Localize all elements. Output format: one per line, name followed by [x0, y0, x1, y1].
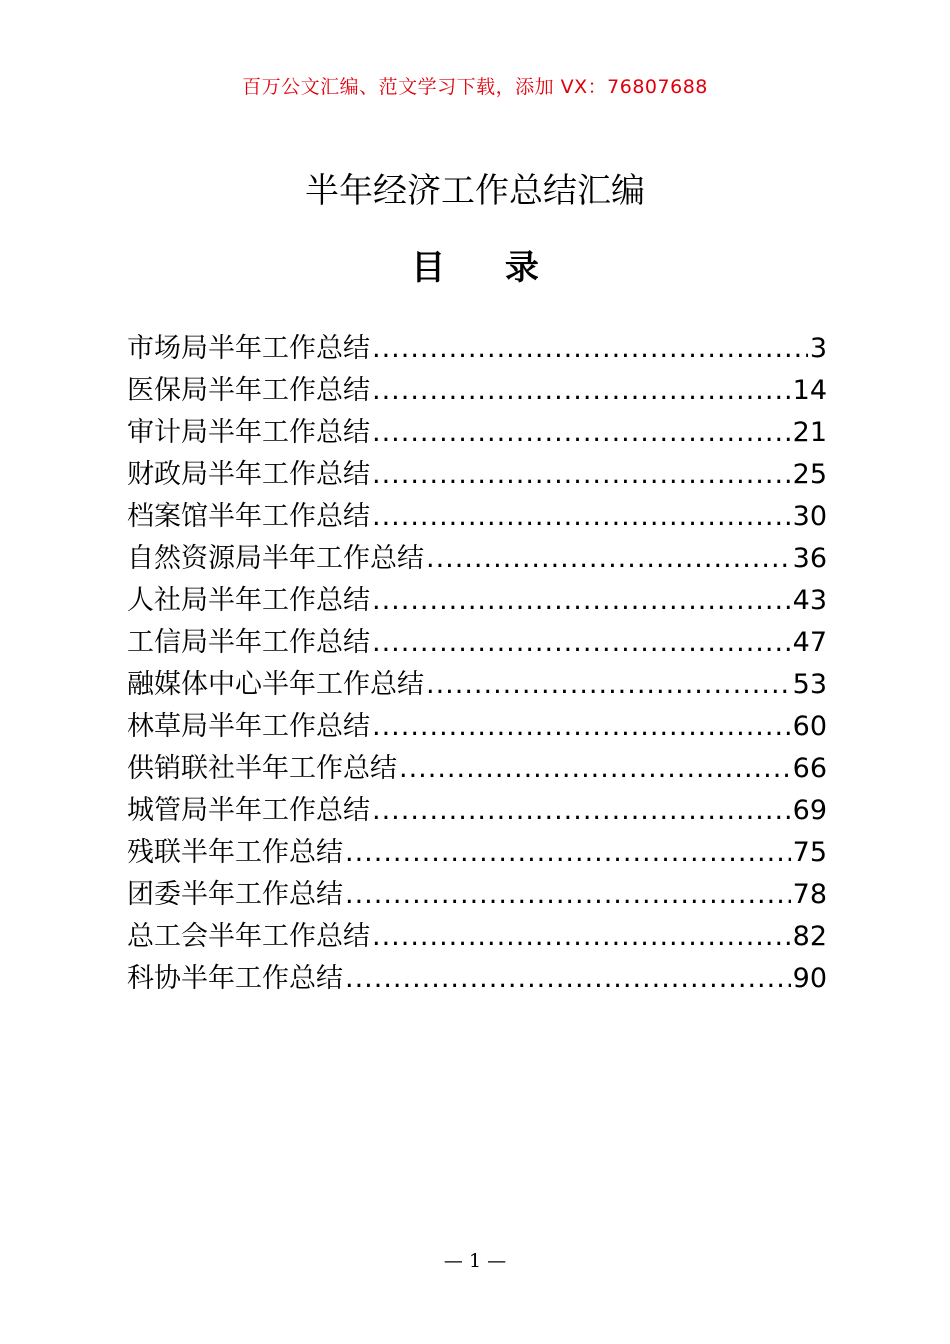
toc-leader-dots	[372, 412, 791, 454]
toc-leader-dots	[372, 916, 791, 958]
toc-entry[interactable]	[127, 496, 827, 538]
toc-entry-label: 市场局半年工作总结	[127, 333, 370, 364]
toc-entry-page: 25	[792, 459, 827, 490]
toc-heading-char-2: 录	[504, 248, 539, 288]
toc-entry[interactable]	[127, 916, 827, 958]
toc-leader-dots	[372, 706, 791, 748]
toc-entry-page: 90	[792, 963, 827, 994]
toc-heading-char-1: 目	[411, 248, 446, 288]
toc-leader-dots	[345, 874, 791, 916]
toc-entry-page: 69	[792, 795, 827, 826]
toc-entry[interactable]	[127, 664, 827, 706]
toc-entry-page: 75	[792, 837, 827, 868]
toc-entry[interactable]	[127, 328, 827, 370]
toc-entry-page: 14	[792, 375, 827, 406]
toc-entry[interactable]	[127, 580, 827, 622]
toc-entry[interactable]	[127, 622, 827, 664]
toc-entry-page: 3	[809, 333, 827, 364]
document-title: 半年经济工作总结汇编	[305, 171, 645, 211]
toc-leader-dots	[426, 538, 791, 580]
toc-entry-page: 21	[792, 417, 827, 448]
toc-entry-label: 林草局半年工作总结	[127, 711, 370, 742]
toc-entry-page: 36	[792, 543, 827, 574]
toc-entry-label: 财政局半年工作总结	[127, 459, 370, 490]
toc-entry-page: 66	[792, 753, 827, 784]
toc-leader-dots	[372, 496, 791, 538]
toc-entry-label: 档案馆半年工作总结	[127, 501, 370, 532]
toc-leader-dots	[345, 958, 791, 1000]
toc-leader-dots	[372, 790, 791, 832]
toc-entry-page: 53	[792, 669, 827, 700]
toc-entry-label: 科协半年工作总结	[127, 963, 343, 994]
toc-entry[interactable]	[127, 412, 827, 454]
toc-entry[interactable]	[127, 748, 827, 790]
toc-entry[interactable]	[127, 706, 827, 748]
toc-entry-label: 团委半年工作总结	[127, 879, 343, 910]
toc-entry[interactable]	[127, 790, 827, 832]
toc-entry-label: 医保局半年工作总结	[127, 375, 370, 406]
toc-leader-dots	[372, 622, 791, 664]
toc-entry-label: 自然资源局半年工作总结	[127, 543, 424, 574]
toc-entry-page: 30	[792, 501, 827, 532]
toc-entry-page: 82	[792, 921, 827, 952]
header-note: 百万公文汇编、范文学习下载，添加 VX：76807688	[242, 76, 708, 98]
toc-entry-label: 融媒体中心半年工作总结	[127, 669, 424, 700]
toc-leader-dots	[372, 580, 791, 622]
toc-entry[interactable]	[127, 538, 827, 580]
toc-entry-label: 人社局半年工作总结	[127, 585, 370, 616]
toc-entry-label: 工信局半年工作总结	[127, 627, 370, 658]
toc-leader-dots	[372, 328, 808, 370]
page-number-footer: — 1 —	[443, 1250, 507, 1272]
toc-heading	[0, 240, 950, 289]
toc-entry-page: 78	[792, 879, 827, 910]
toc-entry-label: 审计局半年工作总结	[127, 417, 370, 448]
toc-entry[interactable]	[127, 958, 827, 1000]
toc-entry-page: 60	[792, 711, 827, 742]
toc-entry-label: 供销联社半年工作总结	[127, 753, 397, 784]
toc-entry[interactable]	[127, 874, 827, 916]
toc-leader-dots	[426, 664, 791, 706]
toc-entry-page: 43	[792, 585, 827, 616]
table-of-contents	[127, 328, 827, 1000]
toc-leader-dots	[345, 832, 791, 874]
toc-leader-dots	[399, 748, 791, 790]
toc-entry[interactable]	[127, 832, 827, 874]
toc-entry-page: 47	[792, 627, 827, 658]
toc-leader-dots	[372, 454, 791, 496]
toc-entry[interactable]	[127, 370, 827, 412]
toc-entry-label: 残联半年工作总结	[127, 837, 343, 868]
toc-entry[interactable]	[127, 454, 827, 496]
toc-entry-label: 总工会半年工作总结	[127, 921, 370, 952]
toc-leader-dots	[372, 370, 791, 412]
toc-entry-label: 城管局半年工作总结	[127, 795, 370, 826]
